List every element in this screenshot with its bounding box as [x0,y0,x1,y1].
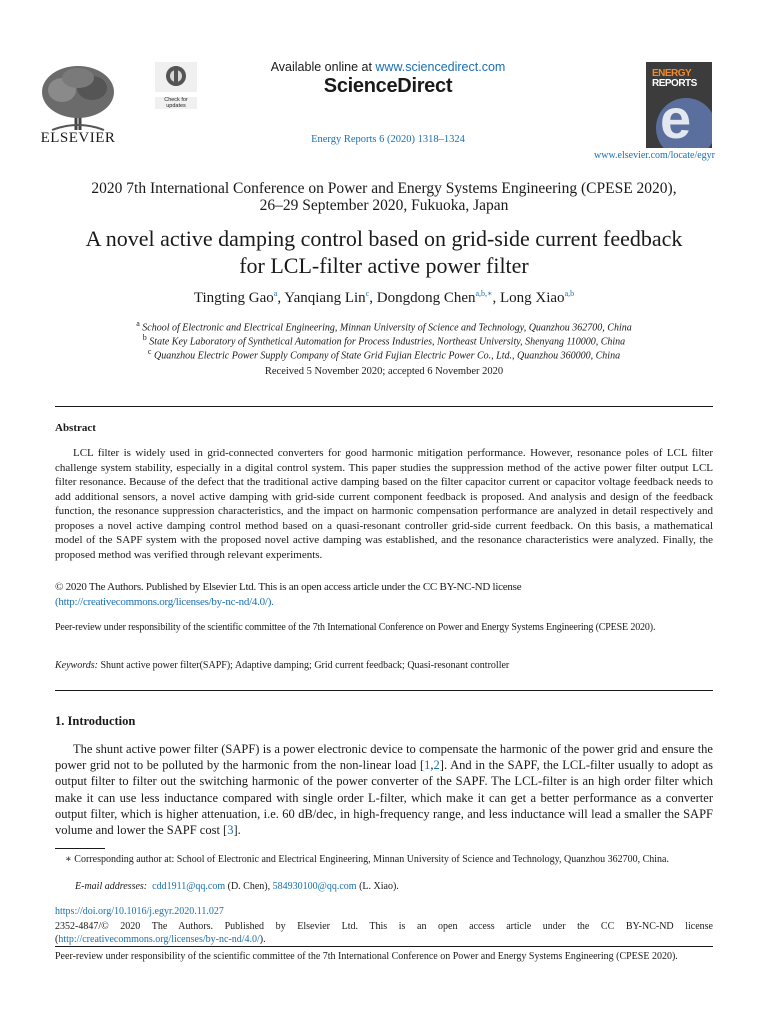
journal-reference[interactable]: Energy Reports 6 (2020) 1318–1324 [311,134,465,145]
received-dates: Received 5 November 2020; accepted 6 November 2020 [264,366,504,377]
issn-license-link[interactable]: http://creativecommons.org/licenses/by-nc-nd/4.0/ [58,934,260,945]
author-affiliation-mark[interactable]: a [273,289,278,298]
author-name: Yanqiang Lin [284,290,366,306]
email-link-xiao[interactable]: 584930100@qq.com [272,881,357,892]
author-separator: , [369,290,377,306]
sciencedirect-logo: ScienceDirect [323,75,453,97]
email-addresses [55,880,733,893]
intro-text-part: The shunt active power filter (SAPF) is a power electronic device to compensate the harmonic of the power grid and ensure the power grid not to be polluted by the harmonic from the non-linear load [ [55,742,713,773]
section-heading-introduction: 1. Introduction [55,714,136,728]
affiliation [40,333,728,347]
author-list [40,289,728,307]
available-prefix: Available online at [270,60,376,74]
title-line-2: for LCL-filter active power filter [239,253,529,278]
footer-divider [55,946,713,947]
abstract-copyright [55,580,713,609]
copyright-line: © 2020 The Authors. Published by Elsevier Ltd. This is an open access article under the CC BY-NC-ND license [55,581,522,593]
divider-bottom [55,690,713,691]
citation-link[interactable]: 1 [424,758,431,773]
conference-info [40,180,728,214]
abstract-text: LCL filter is widely used in grid-connected converters for good harmonic mitigation performance. However, resonance poles of LCL filter challenge system stability, especially in a digital control system. This paper studies the suppression method of the active power filter output LCL filter resonance. Because of the defect that the traditional active damping based on the filter capacitor current or capacitor voltage feedback needs to add additional sensors, a novel active damping with grid-side current component feedback is proposed. And analysis and design of the feedback function, the resonance suppression characteristics, and the impact on harmonic compensation performance are analyzed in detail respectively and proposes a novel active damping control method based on a quasi-resonant controller grid-side current feedback. On this basis, a mathematical model of the SAPF system with the proposed novel active damping was established, and the resonance characteristics were analyzed. Finally, the proposed method was verified through relevant experiments. [55,447,713,561]
author-affiliation-mark[interactable]: a,b [564,289,575,298]
author-name: Long Xiao [499,290,565,306]
available-online [238,60,538,74]
conference-line-2: 26–29 September 2020, Fukuoka, Japan [259,197,509,214]
email-link-chen[interactable]: cdd1911@qq.com [152,881,226,892]
doi-link[interactable]: https://doi.org/10.1016/j.egyr.2020.11.027 [55,906,224,917]
introduction-paragraph: The shunt active power filter (SAPF) is a power electronic device to compensate the harmonic of the power grid and ensure the power grid not to be polluted by the harmonic from the non-linear load [1,2]. And in the SAPF, the LCL-filter usually to adopt as output filter to filter out the switching harmonic of the power converter of the SAPF. The LCL-filter is an high order filter which make it can use less inductance compared with single order L-filter, which make it can get a better performance as a converter output filter, which is higher attenuation, i.e. 60 dB/dec, in high-frequency range, and less inductance will lead a smaller the SAPF volume and lower the SAPF cost [3]. [55,742,713,838]
email-owner: (L. Xiao). [356,881,399,892]
keywords-label: Keywords: [55,660,98,671]
affiliation [40,319,728,333]
journal-cover [646,62,712,148]
paper-title [40,225,728,279]
elsevier-logo [22,60,134,146]
cover-title-1: ENERGY [652,68,692,79]
affiliation-text: School of Electronic and Electrical Engineering, Minnan University of Science and Technology, Quanzhou 362700, China [139,322,632,334]
affiliation-text: Quanzhou Electric Power Supply Company of State Grid Fujian Electric Power Co., Ltd., Quanzhou 360000, China [151,350,621,362]
affiliation-text: State Key Laboratory of Synthetical Automation for Process Industries, Northeast University, Shenyang 110000, China [146,336,626,348]
citation-link[interactable]: 2 [433,758,440,773]
issn-end: ). [259,934,266,945]
author-separator: , [492,290,500,306]
email-owner: (D. Chen), [225,881,273,892]
intro-text-part: ]. And in the SAPF, the LCL-filter usually to adopt as output filter to filter out the switching harmonic of the power converter of the SAPF. The LCL-filter is an high order filter which make it can use less inductance compared with single order L-filter, which make it can get a better performance as a converter output filter, which is higher attenuation, i.e. 60 dB/dec, in high-frequency range, and less inductance will lead a smaller the SAPF volume and lower the SAPF cost [ [55,758,713,838]
author-affiliation-mark[interactable]: c [365,289,370,298]
corresponding-author-note: ∗ Corresponding author at: School of Electronic and Electrical Engineering, Minnan University of Science and Technology, Quanzhou 362700, China. [65,854,669,865]
divider-top [55,406,713,407]
crossmark-icon [155,62,197,92]
issn-copyright [55,920,713,946]
sciencedirect-url[interactable]: www.sciencedirect.com [375,60,506,74]
affiliation [40,347,728,361]
author-separator: , [277,290,285,306]
affiliation-mark: a [136,319,140,328]
conference-line-1: 2020 7th International Conference on Power and Energy Systems Engineering (CPESE 2020), [91,180,677,197]
author-affiliation-mark[interactable]: a,b,∗ [475,289,493,298]
affiliation-mark: b [142,333,147,342]
peer-review-note: Peer-review under responsibility of the scientific committee of the 7th International Conference on Power and Energy Systems Engineering (CPESE 2020). [55,622,656,633]
elsevier-wordmark: ELSEVIER [40,130,116,146]
intro-text-part: ]. [233,823,241,838]
cover-letter: e [660,87,692,148]
author-name: Tingting Gao [193,290,274,306]
email-label: E-mail addresses: [75,881,148,892]
journal-homepage-link[interactable]: www.elsevier.com/locate/egyr [594,150,715,161]
keywords [55,660,713,671]
abstract-heading: Abstract [55,422,96,434]
license-link[interactable]: (http://creativecommons.org/licenses/by-nc-nd/4.0/). [55,595,274,608]
title-line-1: A novel active damping control based on grid-side current feedback [85,226,683,251]
affiliation-mark: c [147,347,152,356]
crossmark-badge[interactable] [155,62,197,109]
crossmark-label: Check for updates [155,97,197,109]
citation-link[interactable]: 3 [227,823,234,838]
author-name: Dongdong Chen [376,290,476,306]
footer-peer-review: Peer-review under responsibility of the scientific committee of the 7th International Conference on Power and Energy Systems Engineering (CPESE 2020). [55,951,678,962]
issn-text: 2352-4847/© 2020 The Authors. Published by Elsevier Ltd. This is an open access article under the CC BY-NC-ND license ( [55,921,713,945]
cover-title-2: REPORTS [652,78,697,89]
keywords-text: Shunt active power filter(SAPF); Adaptive damping; Grid current feedback; Quasi-resonant controller [97,660,510,671]
footnote-rule [55,848,105,849]
